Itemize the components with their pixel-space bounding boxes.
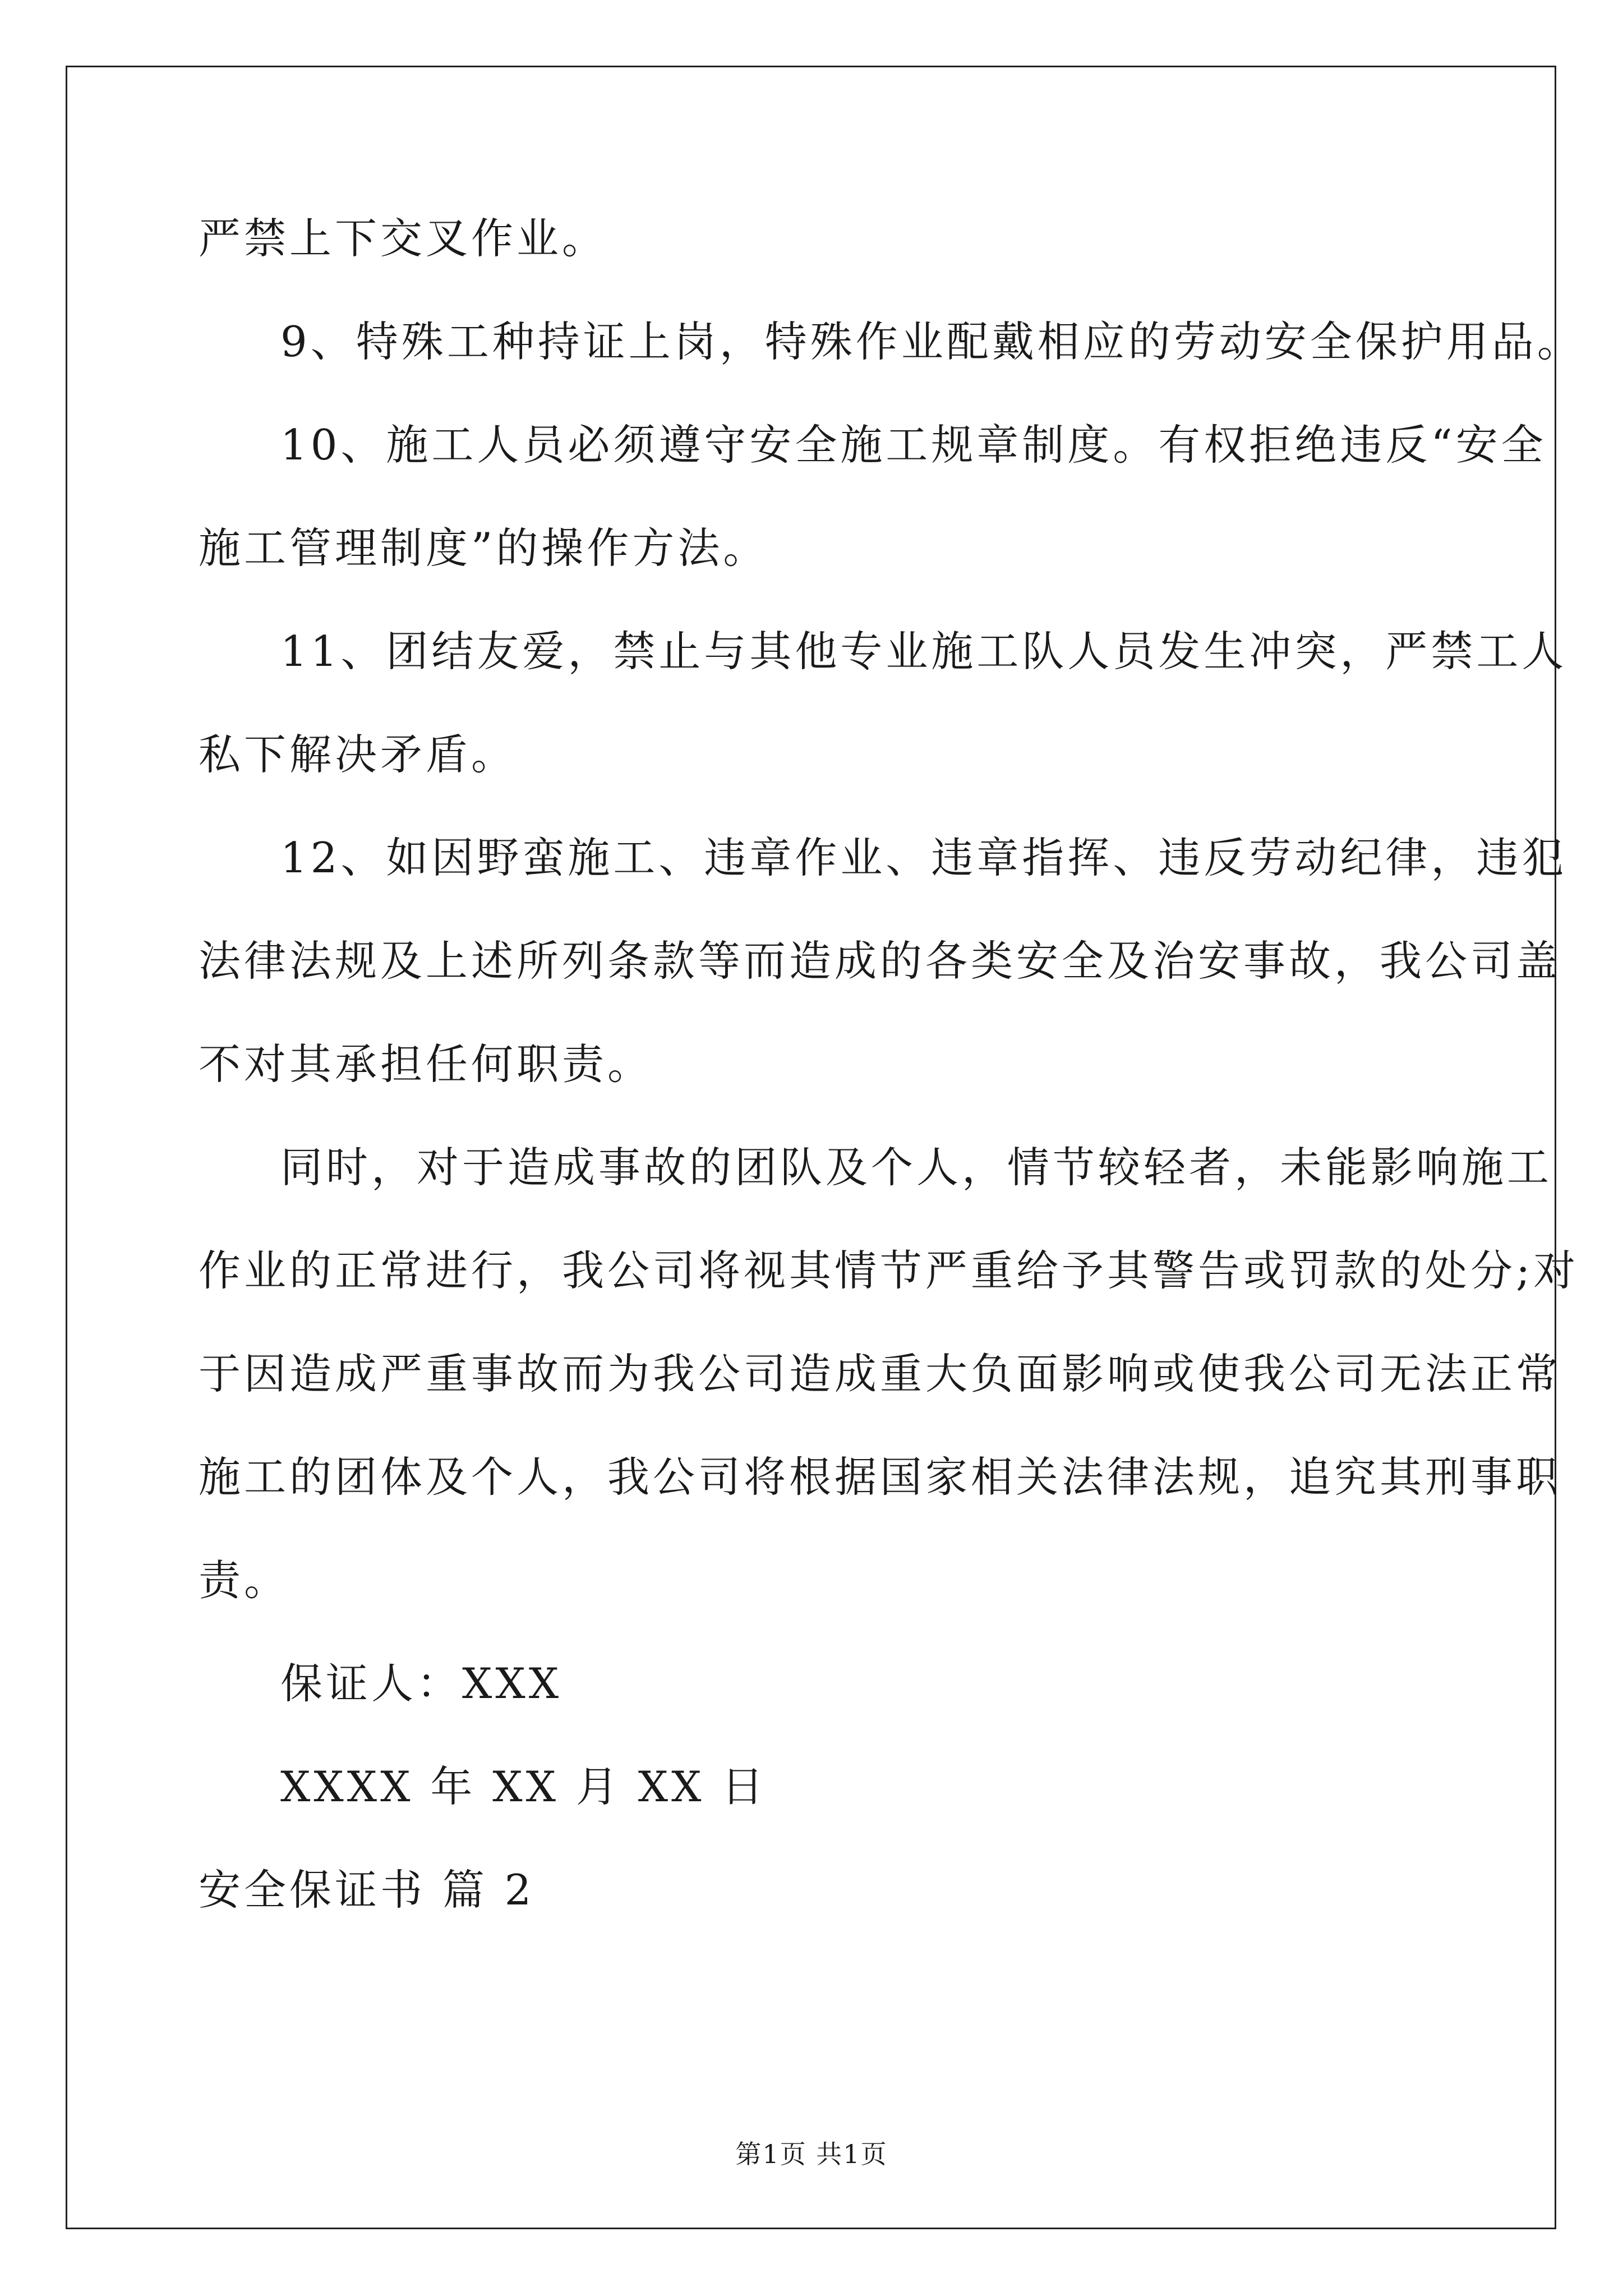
text-line: 严禁上下交叉作业。 bbox=[199, 214, 608, 263]
text-line: 责。 bbox=[199, 1556, 290, 1605]
page-footer: 第1页 共1页 bbox=[735, 2139, 888, 2169]
text-line: 12、如因野蛮施工、违章作业、违章指挥、违反劳动纪律，违犯 bbox=[280, 833, 1567, 882]
text-line: 同时，对于造成事故的团队及个人，情节较轻者，未能影响施工 bbox=[280, 1143, 1553, 1192]
text-line: 不对其承担任何职责。 bbox=[199, 1039, 653, 1089]
text-line: 于因造成严重事故而为我公司造成重大负面影响或使我公司无法正常 bbox=[199, 1349, 1562, 1398]
text-line: 施工的团体及个人，我公司将根据国家相关法律法规，追究其刑事职 bbox=[199, 1452, 1562, 1502]
guarantor-line: 保证人：XXX bbox=[280, 1659, 562, 1708]
text-line: 私下解决矛盾。 bbox=[199, 730, 517, 779]
text-line: 作业的正常进行，我公司将视其情节严重给予其警告或罚款的处分;对 bbox=[199, 1246, 1579, 1295]
text-line: 法律法规及上述所列条款等而造成的各类安全及治安事故，我公司盖 bbox=[199, 936, 1562, 986]
text-line: 11、团结友爱，禁止与其他专业施工队人员发生冲突，严禁工人 bbox=[280, 627, 1567, 676]
text-line: 施工管理制度”的操作方法。 bbox=[199, 523, 769, 573]
text-line: 9、特殊工种持证上岗，特殊作业配戴相应的劳动安全保护用品。 bbox=[280, 317, 1583, 366]
section-heading: 安全保证书 篇 2 bbox=[199, 1865, 535, 1915]
text-line: 10、施工人员必须遵守安全施工规章制度。有权拒绝违反“安全 bbox=[280, 420, 1547, 470]
date-line: XXXX 年 XX 月 XX 日 bbox=[280, 1762, 767, 1811]
